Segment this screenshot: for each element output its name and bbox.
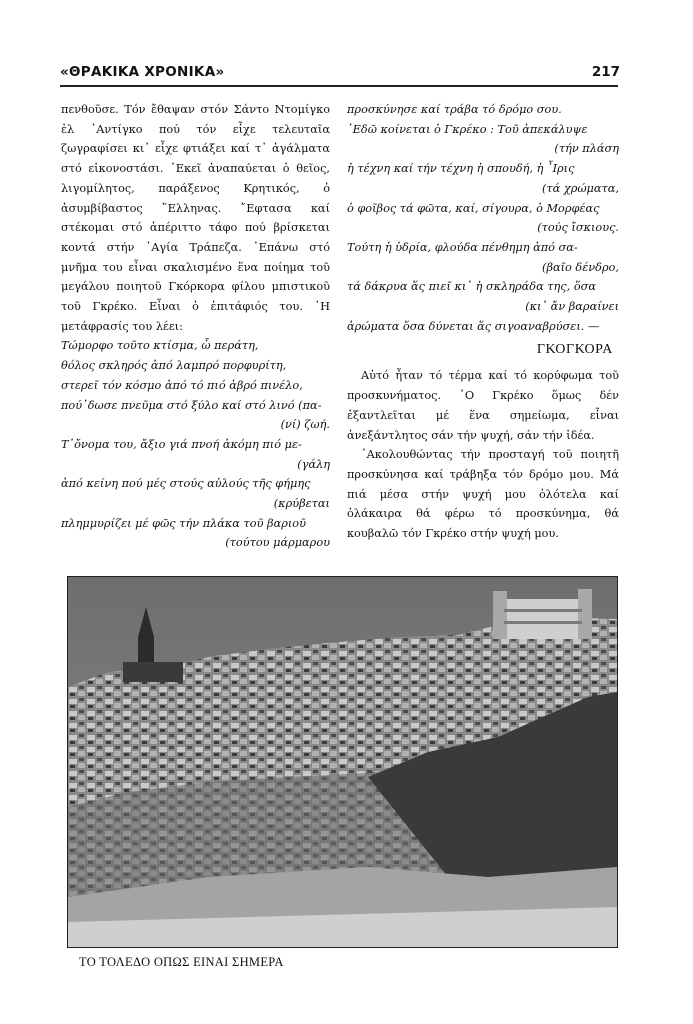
left-paragraph: πενθοῦσε. Τόν ἔθαψαν στόν Σάντο Ντομίγκο ἐλ ᾽Αντίγκο πού τόν εἶχε τελευταῖα ζωγραφίσει κι᾽ εἶχε φτιάξει καί τ᾽ ἀγάλματα στό εἰκονοστάσι. ᾽Εκεῖ ἀναπαύεται ὁ θεῖος, λιγομίλητος, παράξενος Κρητικός, ὁ ἀσυμβίβαστος ῞Ελληνας. ῎Εφτασα καί στέκομαι στό ἀπέριττο τάφο πού βρίσκεται κοντά στήν ῾Αγία Τράπεζα. ᾽Επάνω στό μνῆμα του εἶναι σκαλισμένο ἕνα ποίημα τοῦ μεγάλου ποιητοῦ Γκόρκορα φίλου μπιστικοῦ τοῦ Γκρέκο. Εἶναι ὁ ἐπιτάφιός του. ῾Η μετάφρασίς του λέει: [61, 103, 330, 333]
poem-line: ἀπό κείνη πού μές στούς αὐλούς τῆς φήμης [61, 477, 311, 491]
right-column [347, 100, 619, 544]
right-paragraph-1: Αὐτό ἦταν τό τέρμα καί τό κορύφωμα τοῦ προσκυνήματος. ῾Ο Γκρέκο ὅμως δέν ἐξαντλεῖται μέ ἕνα σημείωμα, εἶναι ἀνεξάντλητος σάν τήν ψυχή, σάν τήν ἰδέα. [347, 369, 619, 442]
poem-line: ὁ φοῖβος τά φῶτα, καί, σίγουρα, ὁ Μορφέας [347, 201, 600, 215]
poem-line: θόλος σκληρός ἀπό λαμπρό πορφυρίτη, [61, 359, 287, 373]
poem-line-continuation: (τά χρώματα, [541, 181, 619, 195]
left-column [61, 100, 330, 553]
poem-line: στερεῖ τόν κόσμο ἀπό τό πιό ἁβρό πινέλο, [61, 378, 303, 392]
poem-line-continuation: (τούς ἴσκιους. [537, 221, 619, 235]
poem-line-continuation: (νί) ζωή. [280, 418, 330, 432]
poem-line: πλημμυρίζει μέ φῶς τήν πλάκα τοῦ βαριοῦ [61, 516, 306, 530]
running-title: «ΘΡΑΚΙΚΑ ΧΡΟΝΙΚΑ» [60, 64, 225, 80]
page-header [60, 64, 620, 86]
epitaph-poem-part-1 [61, 336, 330, 553]
poem-signature: ΓΚΟΓΚΟΡΑ [536, 342, 613, 358]
page-number: 217 [591, 64, 620, 80]
poem-line-continuation: (γάλη [297, 457, 330, 471]
header-rule [60, 85, 618, 87]
right-paragraph-2: ᾽Ακολουθώντας τήν προσταγή τοῦ ποιητῆ προσκύνησα καί τράβηξα τόν δρόμο μου. Μά πιά μέσα στήν ψυχή μου ὁλότελα καί ὁλάκαιρα θά φέρω τό προσκύνημα, θά κουβαλῶ τόν Γκρέκο στήν ψυχή μου. [347, 448, 619, 541]
poem-line: τά δάκρυα ἅς πιεῖ κι᾽ ἡ σκληράδα της, ὅσα [347, 280, 596, 294]
poem-line-continuation: (βαῖο δένδρο, [542, 260, 619, 274]
epitaph-poem-part-2 [347, 100, 619, 336]
poem-line: Τώμορφο τοῦτο κτίσμα, ὦ περάτη, [61, 339, 259, 353]
poem-line: ᾽Εδῶ κοίνεται ὁ Γκρέκο : Τοῦ ἀπεκάλυψε [347, 122, 588, 136]
poem-line-continuation: (τήν πλάση [554, 142, 619, 156]
photo-caption: ΤΟ ΤΟΛΕΔΟ ΟΠΩΣ ΕΙΝΑΙ ΣΗΜΕΡΑ [79, 955, 284, 969]
poem-line: ἀρώματα ὅσα δύνεται ἅς σιγοαναβρύσει. — [347, 319, 600, 333]
poem-line: Τ᾽ὄνομα του, ἄξιο γιά πνοή ἀκόμη πιό με- [61, 437, 302, 451]
poem-line: Τούτη ἡ ὑδρία, φλούδα πένθημη ἀπό σα- [347, 240, 578, 254]
poem-line: πού᾽δωσε πνεῦμα στό ξύλο καί στό λινό (πα- [61, 398, 322, 412]
poem-line-continuation: (τούτου μάρμαρου [225, 536, 330, 550]
toledo-photo-illustration [68, 577, 617, 947]
poem-line-continuation: (κι᾽ ἄν βαραίνει [525, 300, 619, 314]
toledo-photo [67, 576, 618, 948]
poem-line: ἡ τέχνη καί τήν τέχνη ἡ σπουδή, ἡ ῏Ιρις [347, 162, 575, 176]
poem-line: προσκύνησε καί τράβα τό δρόμο σου. [347, 103, 562, 116]
poem-line-continuation: (κρύβεται [273, 497, 330, 511]
